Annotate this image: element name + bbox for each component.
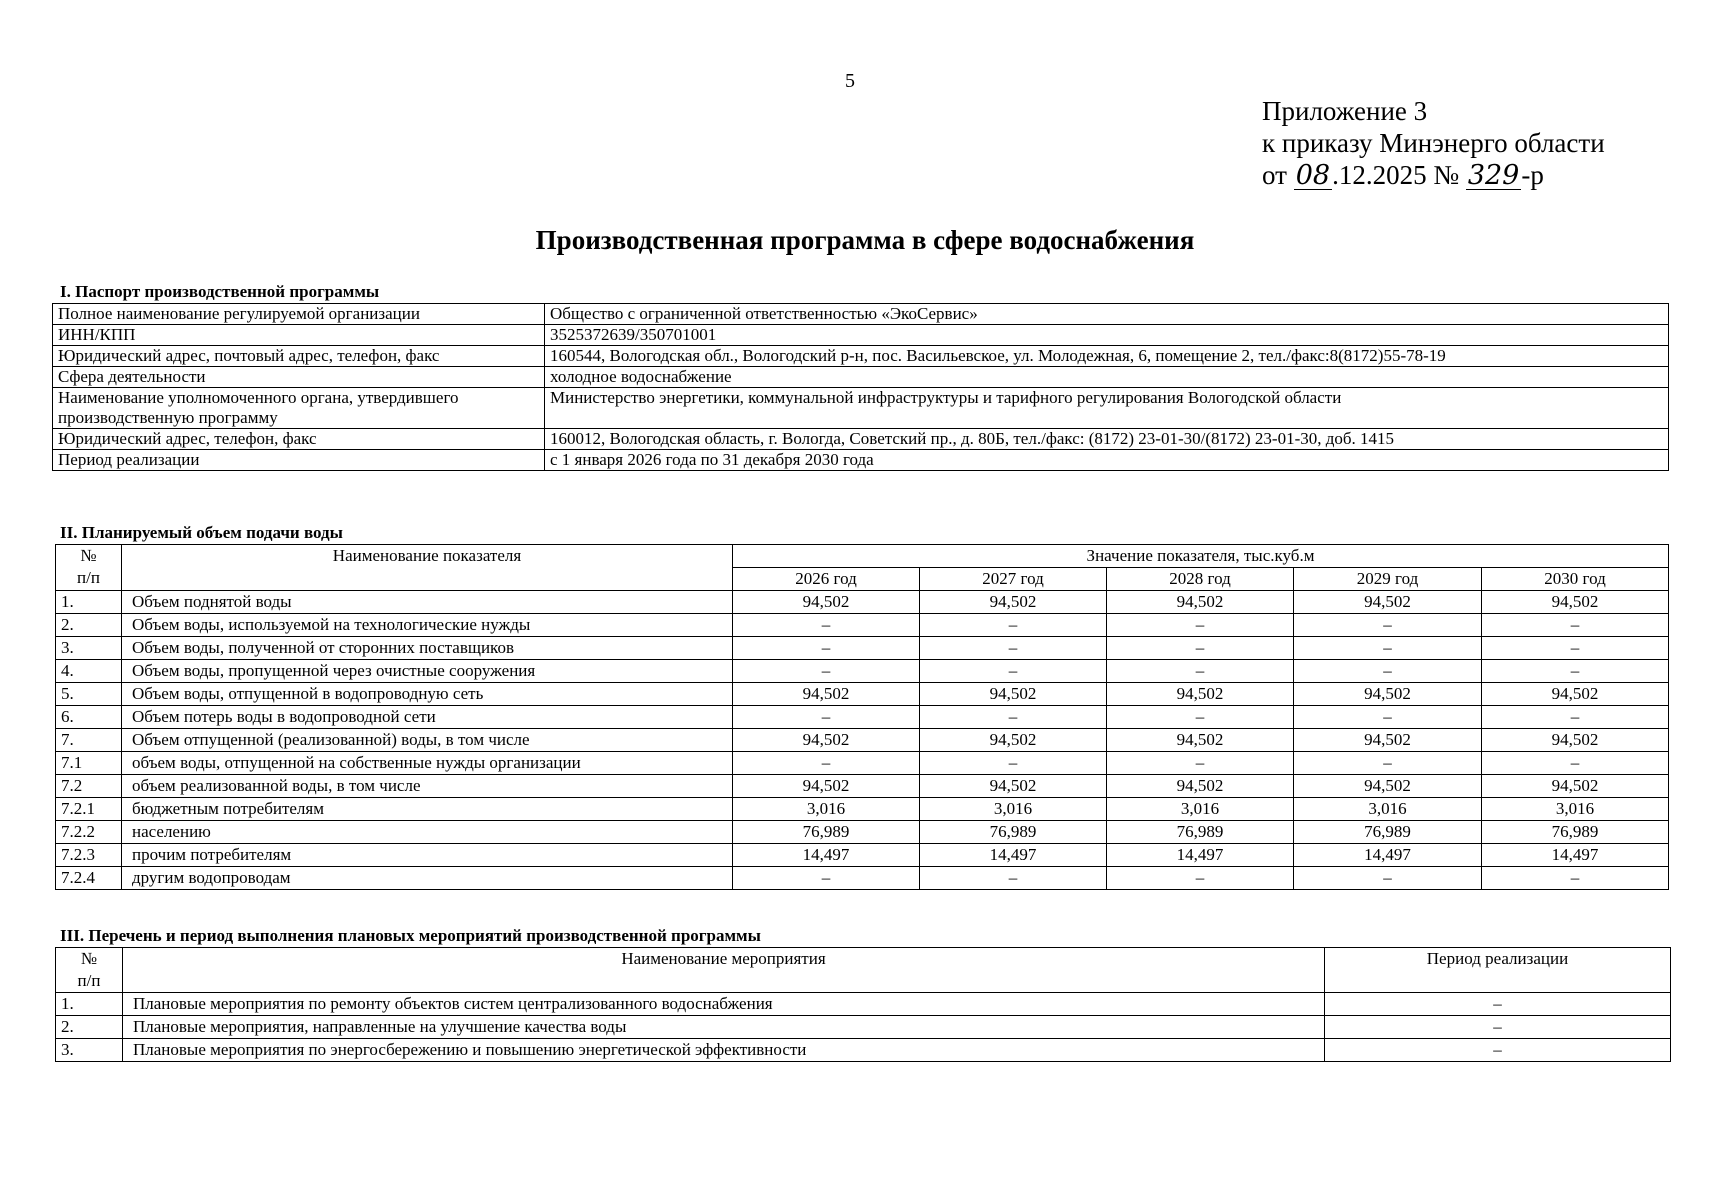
volume-value: 94,502	[1294, 683, 1482, 706]
passport-table	[52, 303, 1669, 471]
volume-row	[56, 775, 1669, 798]
volume-value: 3,016	[920, 798, 1107, 821]
volume-value: –	[1107, 637, 1294, 660]
page-number: 5	[845, 70, 855, 92]
volume-value: 14,497	[1294, 844, 1482, 867]
passport-label: Юридический адрес, почтовый адрес, телефон, факс	[53, 346, 545, 367]
volume-row	[56, 821, 1669, 844]
volume-value: 76,989	[1294, 821, 1482, 844]
volume-value: –	[733, 660, 920, 683]
year-header: 2029 год	[1294, 568, 1482, 591]
volume-value: 94,502	[920, 729, 1107, 752]
volume-value: –	[733, 752, 920, 775]
volume-row-name: Объем воды, полученной от сторонних поставщиков	[122, 637, 733, 660]
volume-row	[56, 614, 1669, 637]
col-value-header: Значение показателя, тыс.куб.м	[733, 545, 1669, 568]
document-title: Производственная программа в сфере водоснабжения	[535, 225, 1195, 255]
volume-row	[56, 798, 1669, 821]
passport-value: 3525372639/350701001	[545, 325, 1669, 346]
volume-row-name: населению	[122, 821, 733, 844]
volume-value: 94,502	[733, 729, 920, 752]
event-name: Плановые мероприятия по энергосбережению и повышению энергетической эффективности	[123, 1039, 1325, 1062]
volume-value: 94,502	[1294, 591, 1482, 614]
volume-value: 76,989	[920, 821, 1107, 844]
event-row	[56, 1039, 1671, 1062]
volume-row-num: 2.	[56, 614, 122, 637]
volumes-table	[55, 544, 1669, 890]
volume-value: 76,989	[1107, 821, 1294, 844]
date-rest: .12.2025 №	[1332, 160, 1460, 190]
volume-row-num: 3.	[56, 637, 122, 660]
volume-value: –	[733, 867, 920, 890]
volume-value: –	[1107, 752, 1294, 775]
volume-row-num: 7.	[56, 729, 122, 752]
passport-value: 160012, Вологодская область, г. Вологда, Советский пр., д. 80Б, тел./факс: (8172) 23-01-30/(8172) 23-01-30, доб. 1415	[545, 429, 1669, 450]
volume-value: –	[733, 706, 920, 729]
volume-value: 94,502	[1294, 775, 1482, 798]
volume-value: –	[1294, 614, 1482, 637]
year-header: 2026 год	[733, 568, 920, 591]
volume-value: –	[733, 614, 920, 637]
appendix-line2: к приказу Минэнерго области	[1262, 128, 1605, 158]
passport-label: Сфера деятельности	[53, 367, 545, 388]
volume-value: –	[1482, 660, 1669, 683]
year-header: 2030 год	[1482, 568, 1669, 591]
passport-row	[53, 346, 1669, 367]
volume-value: 94,502	[1482, 683, 1669, 706]
volume-value: –	[733, 637, 920, 660]
event-period: –	[1325, 1039, 1671, 1062]
handwritten-order-number: 329	[1467, 160, 1520, 191]
handwritten-day: 08	[1295, 160, 1331, 191]
volume-value: 94,502	[920, 775, 1107, 798]
event-period: –	[1325, 1016, 1671, 1039]
appendix-block	[1262, 95, 1605, 191]
events-col-name-header: Наименование мероприятия	[123, 948, 1325, 993]
volume-row	[56, 637, 1669, 660]
passport-row	[53, 367, 1669, 388]
volume-row	[56, 752, 1669, 775]
passport-row	[53, 304, 1669, 325]
col-num-line2: п/п	[77, 568, 100, 587]
volume-value: 94,502	[1107, 591, 1294, 614]
passport-label: ИНН/КПП	[53, 325, 545, 346]
passport-label: Период реализации	[53, 450, 545, 471]
volume-row-name: Объем воды, используемой на технологические нужды	[122, 614, 733, 637]
section-passport-heading: I. Паспорт производственной программы	[60, 282, 380, 301]
volume-value: 94,502	[733, 591, 920, 614]
passport-row	[53, 388, 1669, 429]
volume-value: 94,502	[1107, 775, 1294, 798]
event-num: 3.	[56, 1039, 123, 1062]
volume-row-name: Объем поднятой воды	[122, 591, 733, 614]
volume-value: 94,502	[1482, 729, 1669, 752]
passport-value: 160544, Вологодская обл., Вологодский р-н, пос. Васильевское, ул. Молодежная, 6, помещение 2, тел./факс:8(8172)55-78-19	[545, 346, 1669, 367]
volume-row	[56, 660, 1669, 683]
volume-value: –	[920, 752, 1107, 775]
volume-row	[56, 683, 1669, 706]
volume-value: –	[1482, 637, 1669, 660]
events-table	[55, 947, 1671, 1062]
volume-value: –	[920, 660, 1107, 683]
volume-value: –	[1107, 614, 1294, 637]
volume-value: –	[1294, 867, 1482, 890]
volume-value: 3,016	[1107, 798, 1294, 821]
passport-label: Наименование уполномоченного органа, утвердившего производственную программу	[53, 388, 545, 429]
volume-value: –	[1294, 706, 1482, 729]
volume-value: –	[920, 614, 1107, 637]
volume-row-name: объем реализованной воды, в том числе	[122, 775, 733, 798]
volume-row	[56, 706, 1669, 729]
volume-value: –	[920, 706, 1107, 729]
appendix-date-line	[1262, 159, 1605, 191]
volume-row-num: 7.2.3	[56, 844, 122, 867]
volume-row	[56, 729, 1669, 752]
volume-row-num: 6.	[56, 706, 122, 729]
volume-value: –	[1107, 867, 1294, 890]
volume-row	[56, 844, 1669, 867]
year-header: 2028 год	[1107, 568, 1294, 591]
volume-value: 14,497	[733, 844, 920, 867]
volume-value: –	[1107, 660, 1294, 683]
volume-row-name: объем воды, отпущенной на собственные нужды организации	[122, 752, 733, 775]
volume-value: 14,497	[1482, 844, 1669, 867]
year-header: 2027 год	[920, 568, 1107, 591]
volume-value: 94,502	[733, 775, 920, 798]
volume-value: 3,016	[733, 798, 920, 821]
event-row	[56, 993, 1671, 1016]
volume-value: 3,016	[1482, 798, 1669, 821]
section-events-heading: III. Перечень и период выполнения плановых мероприятий производственной программы	[60, 926, 761, 945]
volume-row-name: другим водопроводам	[122, 867, 733, 890]
event-row	[56, 1016, 1671, 1039]
volume-row-name: Объем отпущенной (реализованной) воды, в том числе	[122, 729, 733, 752]
volume-row-name: бюджетным потребителям	[122, 798, 733, 821]
event-period: –	[1325, 993, 1671, 1016]
volume-row-name: прочим потребителям	[122, 844, 733, 867]
volume-row-num: 7.2	[56, 775, 122, 798]
volume-row-num: 5.	[56, 683, 122, 706]
volume-value: –	[1294, 752, 1482, 775]
passport-label: Полное наименование регулируемой организации	[53, 304, 545, 325]
volume-value: 94,502	[1107, 683, 1294, 706]
volume-row	[56, 867, 1669, 890]
volume-value: –	[1107, 706, 1294, 729]
passport-value: с 1 января 2026 года по 31 декабря 2030 года	[545, 450, 1669, 471]
volume-value: –	[920, 637, 1107, 660]
volume-value: –	[1294, 660, 1482, 683]
passport-row	[53, 429, 1669, 450]
order-suffix: -р	[1521, 160, 1544, 190]
volume-value: –	[1482, 752, 1669, 775]
col-num-line1: №	[80, 546, 97, 565]
volume-value: –	[1482, 614, 1669, 637]
volume-value: 94,502	[1482, 591, 1669, 614]
volume-row-num: 7.2.1	[56, 798, 122, 821]
event-name: Плановые мероприятия, направленные на улучшение качества воды	[123, 1016, 1325, 1039]
events-col-num-line1: №	[80, 949, 98, 968]
events-col-period-header: Период реализации	[1325, 948, 1671, 993]
volume-row-num: 7.1	[56, 752, 122, 775]
volume-value: 76,989	[1482, 821, 1669, 844]
volume-value: 94,502	[733, 683, 920, 706]
passport-value: Общество с ограниченной ответственностью «ЭкоСервис»	[545, 304, 1669, 325]
volume-value: –	[1482, 867, 1669, 890]
events-col-num-header	[56, 948, 123, 993]
volume-value: 94,502	[920, 683, 1107, 706]
volume-row-name: Объем воды, отпущенной в водопроводную сеть	[122, 683, 733, 706]
passport-row	[53, 325, 1669, 346]
volume-value: –	[920, 867, 1107, 890]
passport-label: Юридический адрес, телефон, факс	[53, 429, 545, 450]
section-volumes-heading: II. Планируемый объем подачи воды	[60, 523, 343, 542]
volume-value: –	[1482, 706, 1669, 729]
volume-row-num: 1.	[56, 591, 122, 614]
event-num: 1.	[56, 993, 123, 1016]
volume-value: 14,497	[920, 844, 1107, 867]
passport-value: холодное водоснабжение	[545, 367, 1669, 388]
volume-row-name: Объем потерь воды в водопроводной сети	[122, 706, 733, 729]
volume-row-name: Объем воды, пропущенной через очистные сооружения	[122, 660, 733, 683]
event-num: 2.	[56, 1016, 123, 1039]
volume-value: 14,497	[1107, 844, 1294, 867]
events-col-num-line2: п/п	[77, 971, 101, 990]
volume-value: 94,502	[1294, 729, 1482, 752]
volume-row	[56, 591, 1669, 614]
volume-value: 94,502	[1482, 775, 1669, 798]
volume-value: –	[1294, 637, 1482, 660]
passport-value: Министерство энергетики, коммунальной инфраструктуры и тарифного регулирования Вологодской области	[545, 388, 1669, 429]
volume-row-num: 4.	[56, 660, 122, 683]
volume-value: 3,016	[1294, 798, 1482, 821]
volume-row-num: 7.2.4	[56, 867, 122, 890]
col-num-header	[56, 545, 122, 591]
appendix-line1: Приложение 3	[1262, 96, 1428, 126]
volume-row-num: 7.2.2	[56, 821, 122, 844]
event-name: Плановые мероприятия по ремонту объектов систем централизованного водоснабжения	[123, 993, 1325, 1016]
volume-value: 94,502	[920, 591, 1107, 614]
date-prefix: от	[1262, 160, 1287, 190]
col-name-header: Наименование показателя	[122, 545, 733, 591]
volume-value: 76,989	[733, 821, 920, 844]
volume-value: 94,502	[1107, 729, 1294, 752]
passport-row	[53, 450, 1669, 471]
